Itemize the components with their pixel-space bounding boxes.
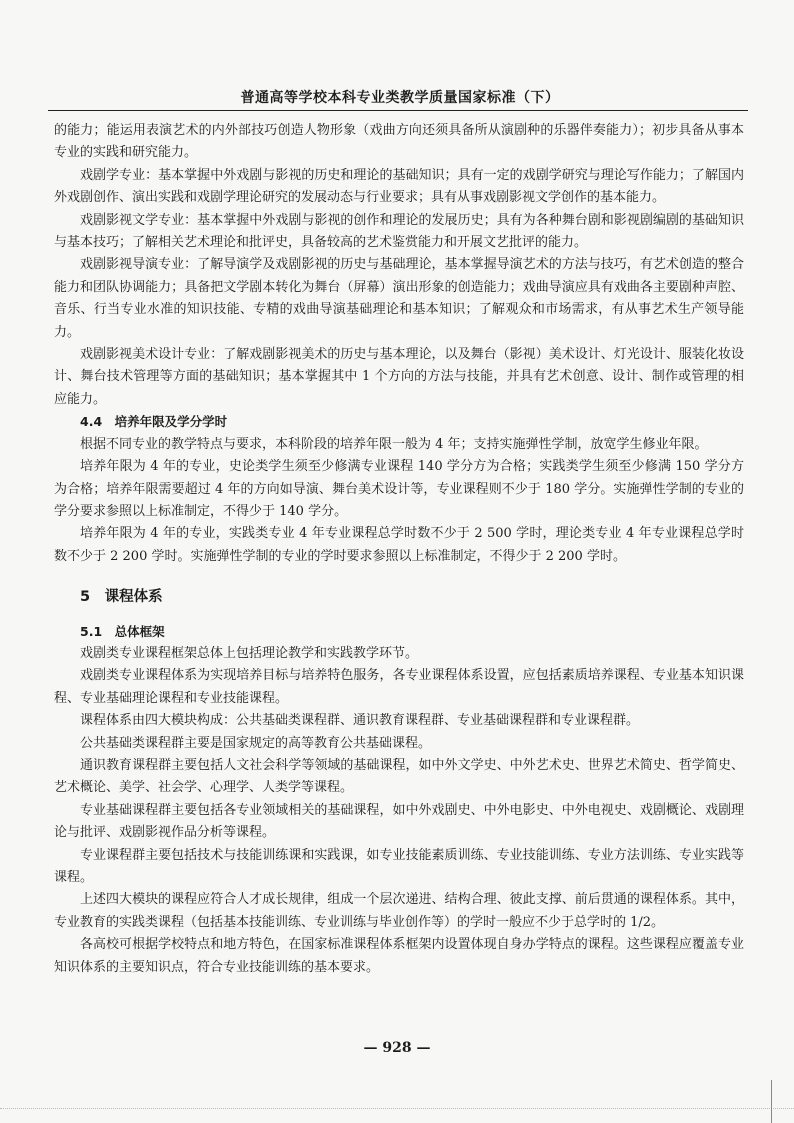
paragraph: 专业课程群主要包括技术与技能训练课和实践课，如专业技能素质训练、专业技能训练、专业方法训练、专业实践等课程。	[54, 847, 744, 885]
subsection-heading-5-1: 5.1 总体框架	[80, 623, 165, 639]
paragraph: 的能力；能运用表演艺术的内外部技巧创造人物形象（戏曲方向还须具备所从演剧种的乐器伴奏能力）；初步具备从事本专业的实践和研究能力。	[54, 123, 744, 161]
paragraph: 戏剧影视美术设计专业：了解戏剧影视美术的历史与基本理论，以及舞台（影视）美术设计、灯光设计、服装化妆设计、舞台技术管理等方面的基础知识；基本掌握其中 1 个方向的方法与技能，并具有艺术创意、设计、制作或管理的相应能力。	[54, 347, 744, 407]
paragraph: 戏剧学专业：基本掌握中外戏剧与影视的历史和理论的基础知识；具有一定的戏剧学研究与理论写作能力；了解国内外戏剧创作、演出实践和戏剧学理论研究的发展动态与行业要求；具有从事戏剧影视文学创作的基本能力。	[54, 167, 744, 206]
paragraph: 培养年限为 4 年的专业，史论类学生须至少修满专业课程 140 学分方为合格；实践类学生须至少修满 150 学分方为合格；培养年限需要超过 4 年的方向如导演、舞台美术设计等，专业课程则不少于 180 学分。实施弹性学制的专业的学分要求参照以上标准制定，不得少于 140 学分。	[54, 459, 744, 519]
scan-artifact-edge	[771, 1080, 772, 1123]
running-header: 普通高等学校本科专业类教学质量国家标准（下）	[240, 90, 560, 106]
paragraph: 戏剧类专业课程体系为实现培养目标与培养特色服务，各专业课程体系设置，应包括素质培养课程、专业基本知识课程、专业基础理论课程和专业技能课程。	[54, 668, 744, 706]
page-number: — 928 —	[363, 1040, 431, 1056]
header-rule	[48, 110, 748, 111]
paragraph: 培养年限为 4 年的专业，实践类专业 4 年专业课程总学时数不少于 2 500 学时，理论类专业 4 年专业课程总学时数不少于 2 200 学时。实施弹性学制的专业的学时要求参照以上标准制定，不得少于 2 200 学时。	[54, 526, 744, 564]
paragraph: 戏剧类专业课程框架总体上包括理论教学和实践教学环节。	[80, 645, 419, 661]
paragraph: 公共基础类课程群主要是国家规定的高等教育公共基础课程。	[80, 735, 432, 751]
paragraph: 戏剧影视文学专业：基本掌握中外戏剧与影视的创作和理论的发展历史；具有为各种舞台剧和影视剧编剧的基础知识与基本技巧；了解相关艺术理论和批评史，具备较高的艺术鉴赏能力和开展文艺批评的能力。	[54, 212, 744, 251]
paragraph: 根据不同专业的教学特点与要求，本科阶段的培养年限一般为 4 年；支持实施弹性学制，放宽学生修业年限。	[80, 436, 708, 452]
paragraph: 戏剧影视导演专业：了解导演学及戏剧影视的历史与基础理论，基本掌握导演艺术的方法与技巧，有艺术创造的整合能力和团队协调能力；具备把文学剧本转化为舞台（屏幕）演出形象的创造能力；戏曲导演应具有戏曲各主要剧种声腔、音乐、行当专业水准的知识技能、专精的戏曲导演基础理论和基本知识；了解观众和市场需求，有从事艺术生产领导能力。	[54, 257, 744, 340]
page-body	[54, 120, 744, 979]
paragraph: 课程体系由四大模块构成：公共基础类课程群、通识教育课程群、专业基础课程群和专业课程群。	[80, 713, 640, 729]
scan-artifact-line	[0, 1108, 794, 1109]
paragraph: 专业基础课程群主要包括各专业领域相关的基础课程，如中外戏剧史、中外电影史、中外电视史、戏剧概论、戏剧理论与批评、戏剧影视作品分析等课程。	[54, 802, 744, 841]
paragraph: 上述四大模块的课程应符合人才成长规律，组成一个层次递进、结构合理、彼此支撑、前后贯通的课程体系。其中，专业教育的实践类课程（包括基本技能训练、专业训练与毕业创作等）的学时一般应不少于总学时的 1/2。	[54, 892, 744, 930]
section-heading-5: 5 课程体系	[80, 589, 163, 606]
subsection-heading-4-4: 4.4 培养年限及学分学时	[80, 414, 228, 430]
paragraph: 各高校可根据学校特点和地方特色，在国家标准课程体系框架内设置体现自身办学特点的课程。这些课程应覆盖专业知识体系的主要知识点，符合专业技能训练的基本要求。	[54, 937, 744, 975]
paragraph: 通识教育课程群主要包括人文社会科学等领域的基础课程，如中外文学史、中外艺术史、世界艺术简史、哲学简史、艺术概论、美学、社会学、心理学、人类学等课程。	[54, 757, 744, 796]
